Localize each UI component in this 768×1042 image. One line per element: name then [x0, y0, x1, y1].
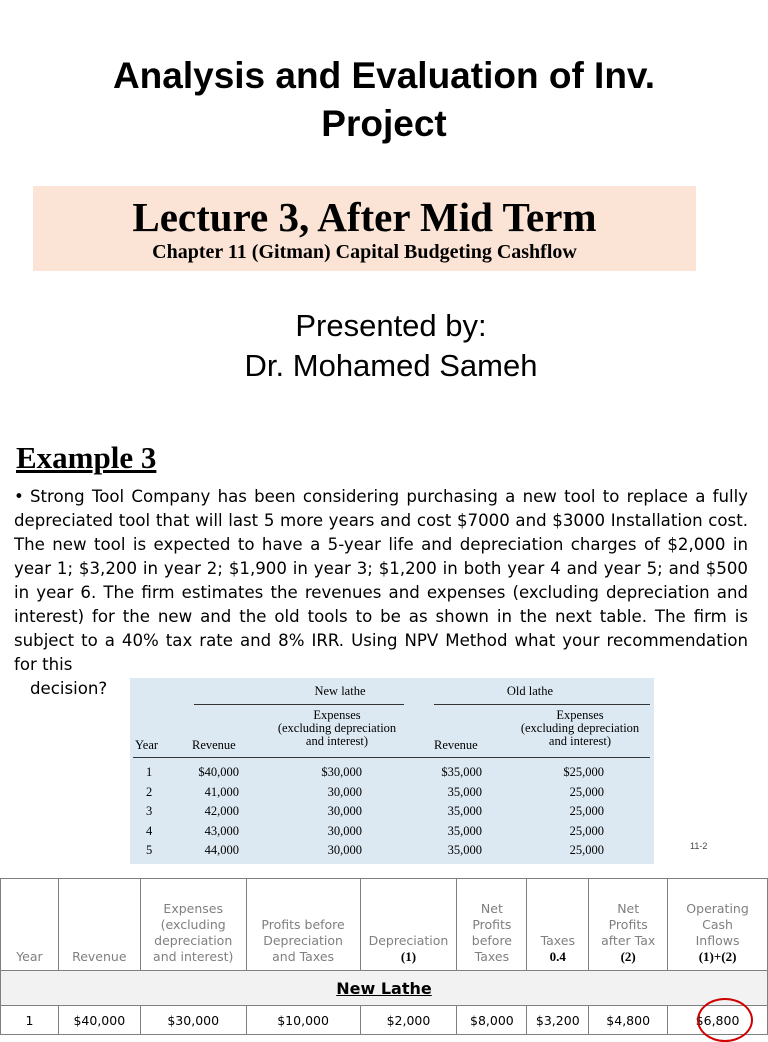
- table-cell-new-rev: 43,000: [204, 823, 239, 838]
- group-underline-old: [434, 704, 650, 705]
- presentation-title: [0, 52, 768, 148]
- table-cell-old-exp: 25,000: [569, 784, 604, 799]
- table-cell-new-rev: 41,000: [204, 784, 239, 799]
- header-rule: [133, 757, 650, 758]
- presenter-name: Dr. Mohamed Sameh: [244, 348, 538, 383]
- group-header-old: Old lathe: [506, 684, 554, 698]
- table-cell-year: 3: [146, 804, 153, 818]
- header-taxes: Taxes 0.4: [527, 879, 589, 971]
- header-expenses: Expenses (excluding depreciation and interest): [140, 879, 246, 971]
- header-operating-cash-inflows: Operating Cash Inflows (1)+(2): [668, 879, 768, 971]
- example-text: Strong Tool Company has been considering purchasing a new tool to replace a fully depreciated tool that will last 5 more years and cost $7000 and $3000 Installation cost. The new tool is expected to have a 5-year life and depreciation charges of $2,000 in year 1; $3,200 in year 2; $1,900 in year 3; $1,200 in both year 4 and year 5; and $500 in year 6. The firm estimates the revenues and expenses (excluding depreciation and interest) for the new and the old tools to be as shown in the next table. The firm is subject to a 40% tax rate and 8% IRR. Using NPV Method what your recommendation for this: [14, 487, 748, 674]
- bullet-icon: •: [14, 487, 24, 506]
- table-cell-year: 2: [146, 784, 153, 799]
- header-profits-before-depreciation: Profits before Depreciation and Taxes: [246, 879, 360, 971]
- group-underline-new: [194, 704, 404, 705]
- table-cell-old-rev: 35,000: [447, 784, 482, 799]
- group-header-new: New lathe: [314, 684, 366, 698]
- header-net-profits-after-tax: Net Profits after Tax (2): [589, 879, 668, 971]
- table-cell-new-rev: $40,000: [198, 765, 239, 779]
- example-heading: Example 3: [16, 440, 157, 475]
- lathe-data-table: [130, 678, 654, 864]
- col-header-revenue-old: Revenue: [434, 738, 478, 752]
- table-header-row: [1, 879, 768, 971]
- cell-expenses: $30,000: [140, 1006, 246, 1035]
- slide-page-number: 11-2: [690, 841, 708, 851]
- table-cell-new-rev: 42,000: [204, 804, 239, 818]
- example-text-last-line: decision?: [30, 679, 108, 698]
- example-paragraph: [14, 485, 748, 677]
- title-line-2: Project: [321, 103, 447, 144]
- table-cell-new-exp: 30,000: [327, 804, 362, 818]
- table-cell-old-exp: 25,000: [569, 804, 604, 818]
- section-row-new-lathe: [1, 971, 768, 1006]
- col-header-revenue-new: Revenue: [192, 738, 236, 752]
- highlight-circle-annotation: [697, 998, 753, 1042]
- header-net-profits-before-taxes: Net Profits before Taxes: [457, 879, 527, 971]
- title-line-1: Analysis and Evaluation of Inv.: [112, 55, 656, 96]
- section-label: New Lathe: [1, 971, 768, 1006]
- table-cell-old-exp: 25,000: [569, 823, 604, 838]
- presenter-block: [0, 306, 768, 386]
- table-cell-old-rev: 35,000: [447, 843, 482, 857]
- table-cell-year: 4: [146, 823, 153, 838]
- cell-net-profits-after-tax: $4,800: [589, 1006, 668, 1035]
- cell-operating-cash-inflow: $6,800: [668, 1006, 768, 1035]
- cell-revenue: $40,000: [58, 1006, 140, 1035]
- table-cell-new-exp: $30,000: [321, 765, 362, 779]
- cell-taxes: $3,200: [527, 1006, 589, 1035]
- header-year: Year: [1, 879, 59, 971]
- lecture-subtitle: Chapter 11 (Gitman) Capital Budgeting Cashflow: [152, 241, 577, 263]
- col-header-expenses-old: Expenses (excluding depreciation and interest): [520, 708, 640, 748]
- table-cell-old-exp: $25,000: [563, 765, 604, 779]
- cell-profits-before-depreciation: $10,000: [246, 1006, 360, 1035]
- lecture-banner: [33, 186, 696, 271]
- table-cell-year: 1: [146, 765, 153, 779]
- table-cell-old-exp: 25,000: [569, 843, 604, 857]
- table-cell-new-exp: 30,000: [327, 784, 362, 799]
- table-cell-old-rev: $35,000: [441, 765, 482, 779]
- cell-net-profits-before-taxes: $8,000: [457, 1006, 527, 1035]
- col-header-expenses-new: Expenses (excluding depreciation and interest): [277, 708, 397, 748]
- table-cell-old-rev: 35,000: [447, 804, 482, 818]
- table-cell-year: 5: [146, 843, 153, 857]
- table-row: [1, 1006, 768, 1035]
- cell-depreciation: $2,000: [360, 1006, 457, 1035]
- table-cell-old-rev: 35,000: [447, 823, 482, 838]
- lecture-title: Lecture 3, After Mid Term: [132, 194, 597, 240]
- col-header-year: Year: [135, 738, 159, 752]
- cell-year: 1: [1, 1006, 59, 1035]
- table-cell-new-exp: 30,000: [327, 823, 362, 838]
- header-revenue: Revenue: [58, 879, 140, 971]
- header-depreciation: Depreciation (1): [360, 879, 457, 971]
- cashflow-table: [0, 878, 768, 1035]
- table-cell-new-exp: 30,000: [327, 843, 362, 857]
- presented-by-label: Presented by:: [295, 308, 487, 343]
- table-cell-new-rev: 44,000: [204, 843, 239, 857]
